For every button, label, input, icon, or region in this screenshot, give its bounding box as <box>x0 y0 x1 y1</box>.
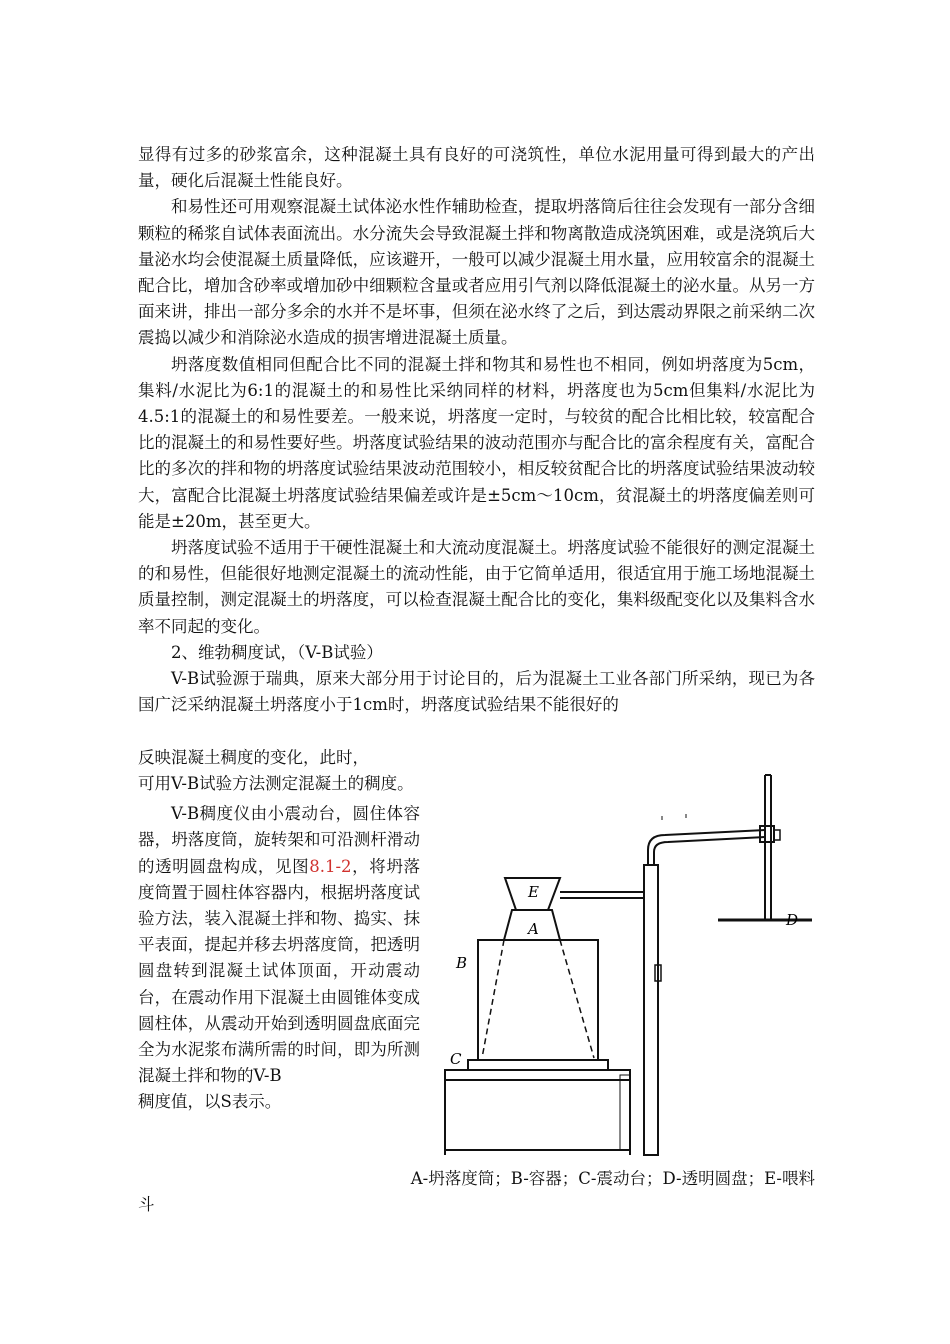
label-c: C <box>450 1050 462 1068</box>
paragraph-1: 显得有过多的砂浆富余，这种混凝土具有良好的可浇筑性，单位水泥用量可得到最大的产出量，硬化后混凝土性能良好。 <box>138 145 815 191</box>
figure-caption-tail: 斗 <box>138 1195 155 1214</box>
section-heading: 2、维勃稠度试，（V-B试验） <box>171 642 383 662</box>
plate-c <box>468 1060 608 1070</box>
label-b: B <box>456 954 468 972</box>
paragraph-7-last: 稠度值，以S表示。 <box>138 1092 282 1112</box>
container-b <box>478 940 598 1060</box>
document-body <box>138 142 815 718</box>
label-d: D <box>786 911 799 929</box>
wrap-line-1: 反映混凝土稠度的变化，此时， <box>138 748 369 767</box>
figure-reference[interactable]: 8.1-2 <box>309 856 352 876</box>
label-a: A <box>528 920 539 938</box>
vb-apparatus-figure <box>430 770 815 1160</box>
wrap-column <box>138 771 420 1116</box>
paragraph-3: 坍落度数值相同但配合比不同的混凝土拌和物其和易性也不相同，例如坍落度为5cm，集料/水泥比为6:1的混凝土的和易性比采纳同样的材料，坍落度也为5cm但集料/水泥比为4.5:1的混凝土的和易性要差。一般来说，坍落度一定时，与较贫的配合比相比较，较富配合比的混凝土的和易性要好些。坍落度试验结果的波动范围亦与配合比的富余程度有关，富配合比的多次的拌和物的坍落度试验结果波动范围较小，相反较贫配合比的坍落度试验结果波动较大，富配合比混凝土坍落度试验结果偏差或许是±5cm～10cm，贫混凝土的坍落度偏差则可能是±20m，甚至更大。 <box>138 354 815 531</box>
paragraph-6-rest: 可用V-B试验方法测定混凝土的稠度。 <box>138 774 414 793</box>
label-e: E <box>528 883 539 901</box>
figure-caption: A-坍落度筒；B-容器；C-震动台；D-透明圆盘；E-喂料 <box>410 1169 815 1188</box>
paragraph-5: V-B试验源于瑞典，原来大部分用于讨论目的，后为混凝土工业各部门所采纳，现已为各国广泛采纳混凝土坍落度小于1cm时，坍落度试验结果不能很好的 <box>138 669 815 715</box>
paragraph-7: V-B稠度仪由小震动台，圆住体容器，坍落度筒，旋转架和可沿测杆滑动的透明圆盘构成，见图8.1-2，将坍落度筒置于圆柱体容器内，根据坍落度试验方法，装入混凝土拌和物、捣实、抹平表面，提起并移去坍落度筒，把透明圆盘转到混凝土试体顶面，开动震动台，在震动作用下混凝土由圆锥体变成圆柱体，从震动开始到透明圆盘底面完全为水泥浆布满所需的时间，即为所测混凝土拌和物的V-B <box>138 804 421 1086</box>
measuring-rod <box>644 865 658 1155</box>
paragraph-2: 和易性还可用观察混凝土试体泌水性作辅助检查，提取坍落筒后往往会发现有一部分含细颗粒的稀浆自试体表面流出。水分流失会导致混凝土拌和物离散造成浇筑困难，或是浇筑后大量泌水均会使混凝土质量降低，应该避开，一般可以减少混凝土用水量，应用较富余的混凝土配合比，增加含砂率或增加砂中细颗粒含量或者应用引气剂以降低混凝土的泌水量。从另一方面来讲，排出一部分多余的水并不是坏事，但须在泌水终了之后，到达震动界限之前采纳二次震捣以减少和消除泌水造成的损害增进混凝土质量。 <box>138 197 815 348</box>
vibrating-table <box>445 1070 630 1150</box>
paragraph-4: 坍落度试验不适用于干硬性混凝土和大流动度混凝土。坍落度试验不能很好的测定混凝土的和易性，但能很好地测定混凝土的流动性能，由于它简单适用，很适宜用于施工场地混凝土质量控制，测定混凝土的坍落度，可以检查混凝土配合比的变化，集料级配变化以及集料含水率不同起的变化。 <box>138 538 815 636</box>
